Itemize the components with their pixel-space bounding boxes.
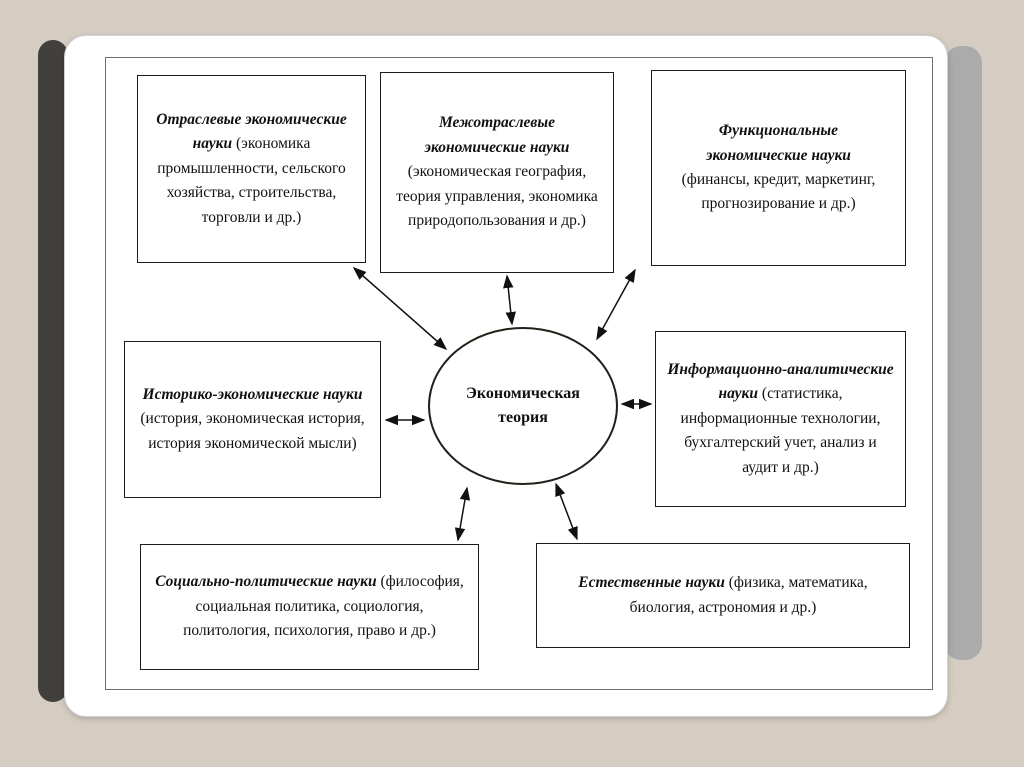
node-text	[676, 119, 881, 217]
node-sectoral-economic-sciences	[137, 75, 366, 263]
node-historical-economic-sciences	[124, 341, 381, 498]
node-text	[666, 358, 895, 480]
node-detail: (философия, социальная политика, социология, политология, психология, право и др.)	[183, 573, 464, 640]
node-text	[155, 570, 464, 643]
right-accent-bar	[944, 46, 982, 660]
node-detail: (экономика промышленности, сельского хозяйства, строительства, торговли и др.)	[157, 135, 346, 226]
node-detail: (финансы, кредит, маркетинг, прогнозирование и др.)	[681, 171, 876, 213]
node-title: Социально-политические науки	[155, 573, 377, 591]
node-economic-theory	[428, 327, 618, 485]
node-text	[139, 383, 366, 456]
node-functional-economic-sciences	[651, 70, 906, 266]
node-detail: (история, экономическая история, история экономической мысли)	[140, 410, 365, 452]
node-title: Отраслевые экономические науки	[156, 110, 347, 153]
node-detail: (физика, математика, биология, астрономия и др.)	[629, 574, 868, 616]
node-text	[152, 108, 351, 230]
node-natural-sciences	[536, 543, 910, 648]
node-detail: (статистика, информационные технологии, бухгалтерский учет, анализ и аудит и др.)	[680, 385, 881, 476]
node-text	[395, 111, 599, 233]
node-detail: (экономическая география, теория управления, экономика природопользования и др.)	[396, 163, 598, 230]
node-intersectoral-economic-sciences	[380, 72, 614, 273]
node-title: Межотраслевые экономические науки	[424, 114, 570, 156]
node-title: Информационно-аналитические науки	[667, 360, 894, 403]
node-title: Историко-экономические науки	[142, 385, 363, 403]
node-text	[567, 571, 879, 620]
node-title: Экономическая теория	[466, 385, 580, 426]
node-socio-political-sciences	[140, 544, 479, 670]
node-information-analytical-sciences	[655, 331, 906, 507]
node-title: Функциональные экономические науки	[706, 122, 851, 164]
node-title: Естественные науки	[578, 574, 725, 592]
